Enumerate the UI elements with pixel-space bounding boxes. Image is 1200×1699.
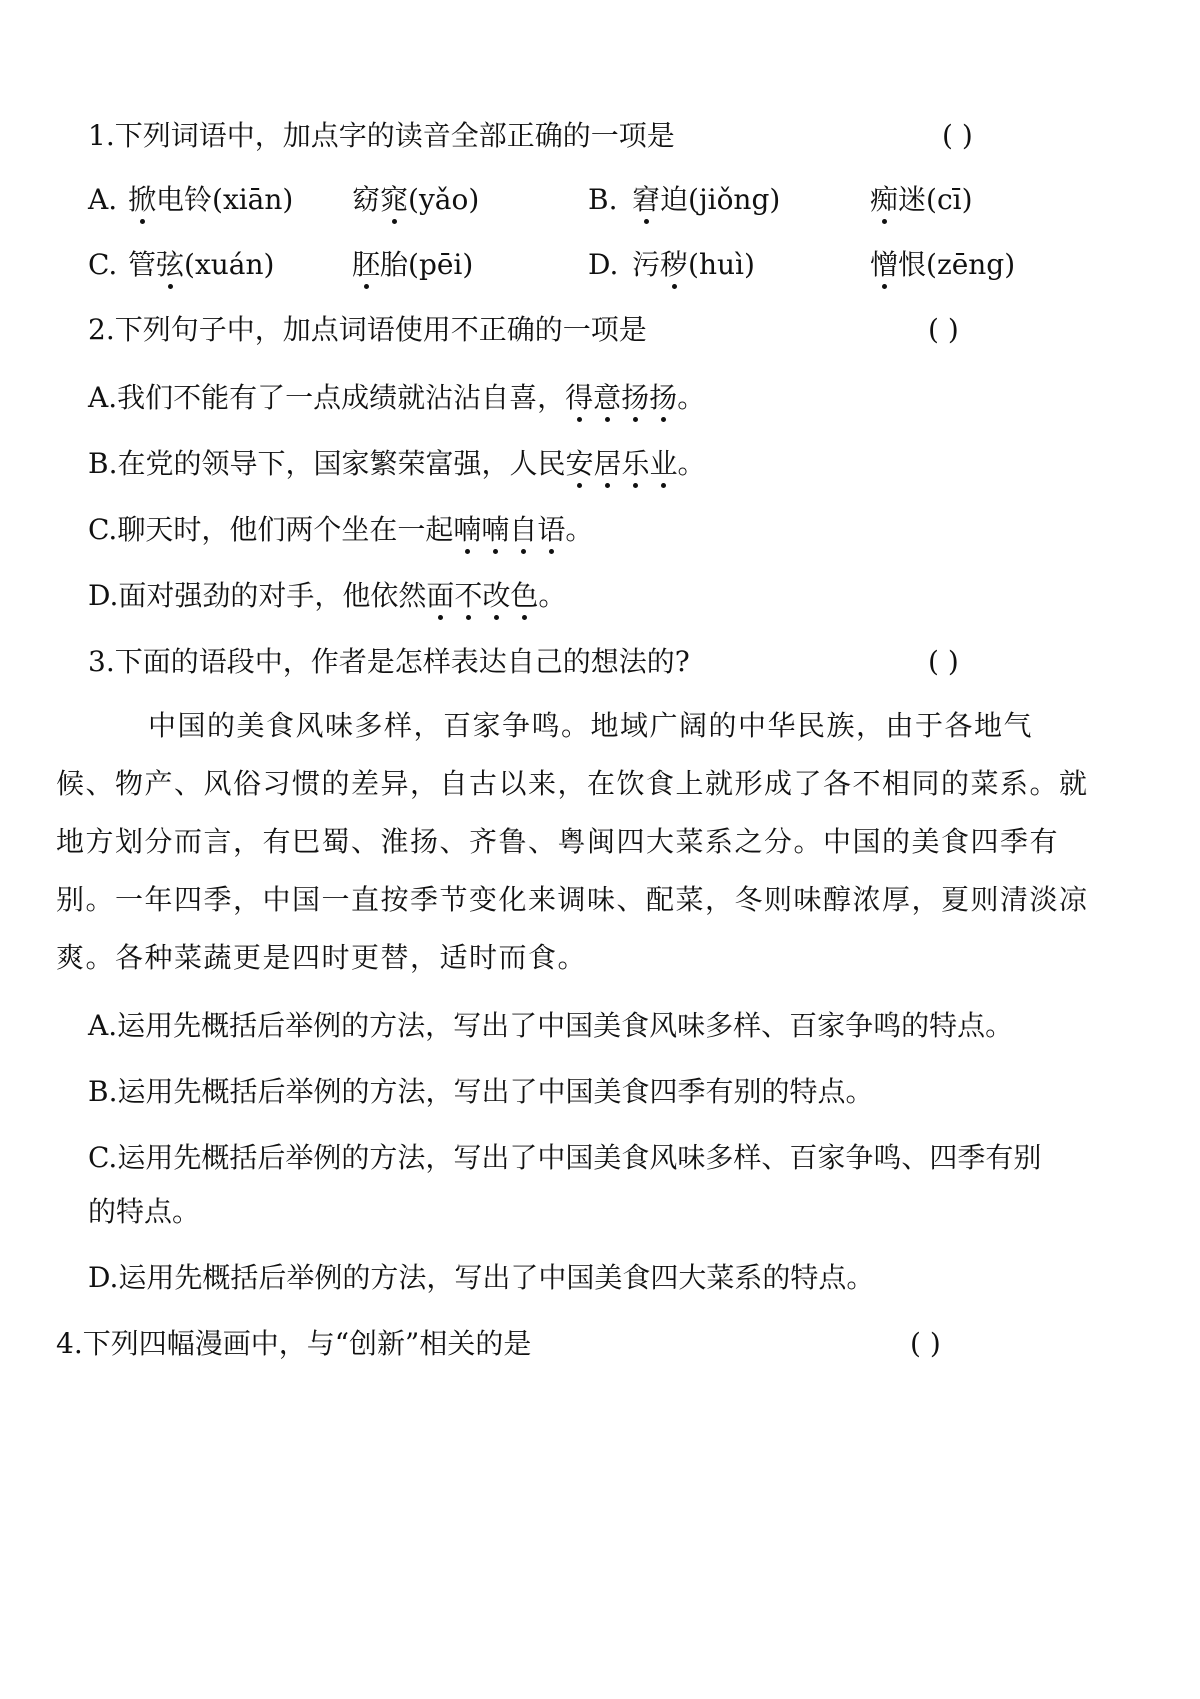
question-3-stem: 3.下面的语段中，作者是怎样表达自己的想法的? [88, 645, 690, 678]
question-2-stem: 2.下列句子中，加点词语使用不正确的一项是 [88, 313, 647, 346]
q1-option-c-label: C. [88, 248, 118, 281]
q1-option-d-word-1: 污秽(huì) [632, 245, 755, 285]
passage-line-5: 爽。各种菜蔬更是四时更替，适时而食。 [56, 941, 588, 974]
q3-option-c-continued: 的特点。 [88, 1195, 201, 1228]
question-1-answer-blank: ( ) [942, 119, 973, 152]
q1-option-a-label: A. [88, 183, 118, 216]
q3-option-a: A.运用先概括后举例的方法，写出了中国美食风味多样、百家争鸣的特点。 [88, 1009, 1014, 1042]
question-2-answer-blank: ( ) [928, 313, 959, 346]
q1-option-c-word-1: 管弦(xuán) [128, 245, 274, 285]
q1-option-a-word-1: 掀电铃(xiān) [128, 180, 293, 220]
q3-option-b: B.运用先概括后举例的方法，写出了中国美食四季有别的特点。 [88, 1075, 874, 1108]
passage-line-3: 地方划分而言，有巴蜀、淮扬、齐鲁、粤闽四大菜系之分。中国的美食四季有 [56, 825, 1060, 858]
q2-option-d: D.面对强劲的对手，他依然面不改色。 [88, 576, 566, 616]
q1-option-d-label: D. [588, 248, 619, 281]
passage-line-2: 候、物产、风俗习惯的差异，自古以来，在饮食上就形成了各不相同的菜系。就 [56, 767, 1089, 800]
q1-option-a-word-2: 窈窕(yǎo) [352, 180, 479, 220]
q1-option-b-label: B. [588, 183, 618, 216]
q2-option-b: B.在党的领导下，国家繁荣富强，人民安居乐业。 [88, 444, 706, 484]
q2-option-c: C.聊天时，他们两个坐在一起喃喃自语。 [88, 510, 593, 550]
q1-option-c-word-2: 胚胎(pēi) [352, 245, 473, 285]
passage-line-4: 别。一年四季，中国一直按季节变化来调味、配菜，冬则味醇浓厚，夏则清淡凉 [56, 883, 1089, 916]
q1-option-b-word-1: 窘迫(jiǒng) [632, 180, 780, 220]
question-4-stem: 4.下列四幅漫画中，与“创新”相关的是 [56, 1327, 532, 1360]
q3-option-d: D.运用先概括后举例的方法，写出了中国美食四大菜系的特点。 [88, 1261, 875, 1294]
q1-option-d-word-2: 憎恨(zēng) [870, 245, 1015, 285]
passage-line-1: 中国的美食风味多样，百家争鸣。地域广阔的中华民族，由于各地气 [148, 709, 1034, 742]
q3-option-c: C.运用先概括后举例的方法，写出了中国美食风味多样、百家争鸣、四季有别 [88, 1141, 1042, 1174]
question-1-stem: 1.下列词语中，加点字的读音全部正确的一项是 [88, 119, 675, 152]
q2-option-a: A.我们不能有了一点成绩就沾沾自喜，得意扬扬。 [88, 378, 705, 418]
q1-option-b-word-2: 痴迷(cī) [870, 180, 973, 220]
question-3-answer-blank: ( ) [928, 645, 959, 678]
question-4-answer-blank: ( ) [910, 1327, 941, 1360]
